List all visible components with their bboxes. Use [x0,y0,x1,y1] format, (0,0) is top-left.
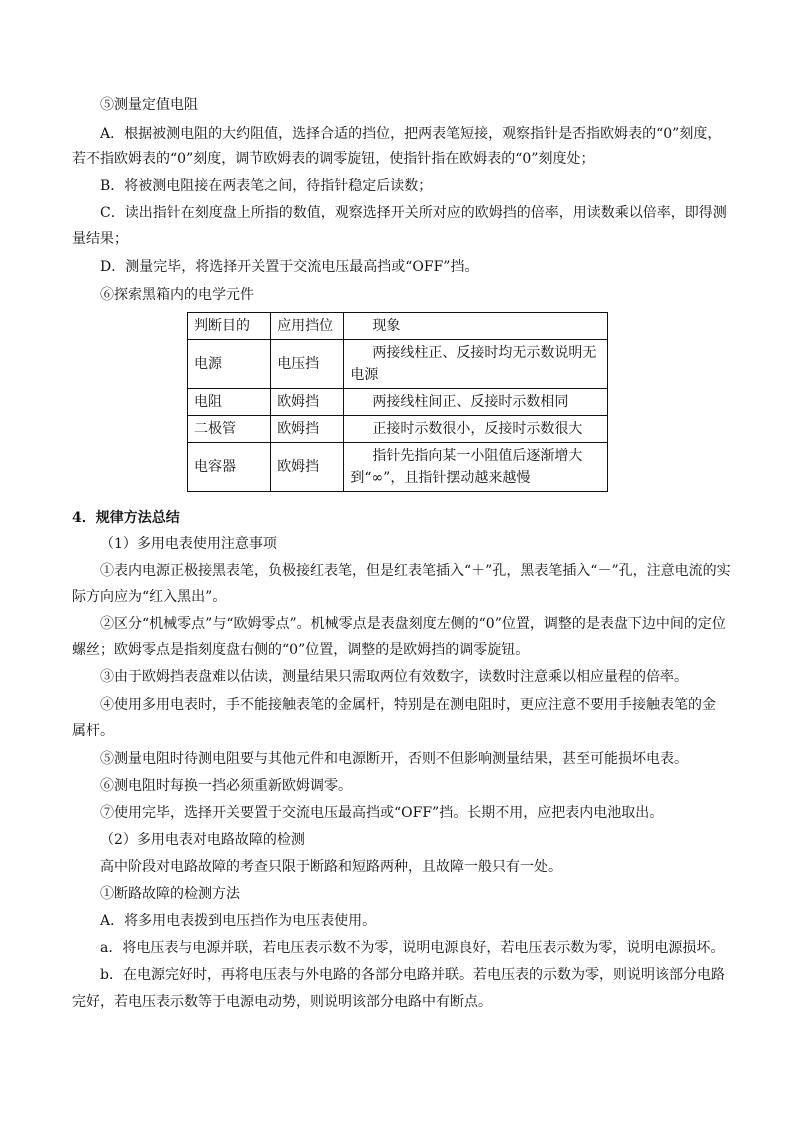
note-item-5: ⑤测量电阻时待测电阻要与其他元件和电源断开，否则不但影响测量结果，甚至可能损坏电表。 [100,751,688,767]
table-row [188,389,608,416]
note-item-2a: ②区分“机械零点”与“欧姆零点”。机械零点是表盘刻度左侧的“0”位置，调整的是表盘下边中间的定位 [100,616,726,632]
cell-range: 欧姆挡 [271,389,344,416]
note-item-7: ⑦使用完毕，选择开关要置于交流电压最高挡或“OFF”挡。长期不用，应把表内电池取出。 [100,805,664,821]
note-item-4a: ④使用多用电表时，手不能接触表笔的金属杆，特别是在测电阻时，更应注意不要用手接触表笔的金 [100,697,716,713]
note-item-2b: 螺丝；欧姆零点是指刻度盘右侧的“0”位置，调整的是欧姆挡的调零旋钮。 [72,642,530,658]
section4-subheading-2: （2）多用电表对电路故障的检测 [100,832,305,848]
section4-heading: 4．规律方法总结 [72,510,180,526]
cell-phenomenon: 两接线柱间正、反接时示数相同 [344,389,608,416]
section4-subheading-1: （1）多用电表使用注意事项 [100,536,277,552]
section5-line-a2: 若不指欧姆表的“0”刻度，调节欧姆表的调零旋钮，使指针指在欧姆表的“0”刻度处； [72,151,595,167]
fault-intro: 高中阶段对电路故障的考查只限于断路和短路两种，且故障一般只有一处。 [100,859,562,875]
fault-step-a: A．将多用电表拨到电压挡作为电压表使用。 [100,913,377,929]
fault-step-b1: b．在电源完好时，再将电压表与外电路的各部分电路并联。若电压表的示数为零，则说明该部分电路 [100,967,725,983]
section5-line-a1: A．根据被测电阻的大约阻值，选择合适的挡位，把两表笔短接，观察指针是否指欧姆表的“0”刻度， [100,126,722,142]
note-item-1b: 际方向应为“红入黑出”。 [72,589,227,605]
section5-line-c1: C．读出指针在刻度盘上所指的数值，观察选择开关所对应的欧姆挡的倍率，用读数乘以倍率，即得测 [100,205,727,221]
cell-target: 电容器 [188,443,271,492]
header-range: 应用挡位 [271,313,344,340]
section5-line-c2: 量结果； [72,231,128,247]
note-item-6: ⑥测电阻时每换一挡必须重新欧姆调零。 [100,778,352,794]
black-box-table [187,312,608,492]
section6-title: ⑥探索黑箱内的电学元件 [100,287,254,303]
fault-open-title: ①断路故障的检测方法 [100,886,240,902]
cell-target: 电阻 [188,389,271,416]
cell-range: 欧姆挡 [271,416,344,443]
cell-range: 电压挡 [271,340,344,389]
section5-line-d: D．测量完毕，将选择开关置于交流电压最高挡或“OFF”挡。 [100,259,479,275]
table-row [188,416,608,443]
section5-line-b: B．将被测电阻接在两表笔之间，待指针稳定后读数； [100,178,433,194]
header-phenomenon: 现象 [344,313,608,340]
cell-range: 欧姆挡 [271,443,344,492]
cell-phenomenon: 指针先指向某一小阻值后逐渐增大 到“∞”，且指针摆动越来越慢 [344,443,608,492]
fault-step-a-lower: a．将电压表与电源并联，若电压表示数不为零，说明电源良好，若电压表示数为零，说明电源损坏。 [100,940,725,956]
note-item-4b: 属杆。 [72,723,114,739]
fault-step-b2: 完好，若电压表示数等于电源电动势，则说明该部分电路中有断点。 [72,994,492,1010]
section5-title: ⑤测量定值电阻 [100,97,198,113]
cell-target: 电源 [188,340,271,389]
cell-phenomenon: 正接时示数很小，反接时示数很大 [344,416,608,443]
note-item-3: ③由于欧姆挡表盘难以估读，测量结果只需取两位有效数字，读数时注意乘以相应量程的倍率。 [100,669,688,685]
cell-phenomenon: 两接线柱正、反接时均无示数说明无 电源 [344,340,608,389]
table-row [188,340,608,389]
header-target: 判断目的 [188,313,271,340]
table-row [188,443,608,492]
table-header-row [188,313,608,340]
cell-target: 二极管 [188,416,271,443]
note-item-1a: ①表内电源正极接黑表笔，负极接红表笔，但是红表笔插入“＋”孔，黑表笔插入“－”孔，注意电流的实 [100,563,731,579]
